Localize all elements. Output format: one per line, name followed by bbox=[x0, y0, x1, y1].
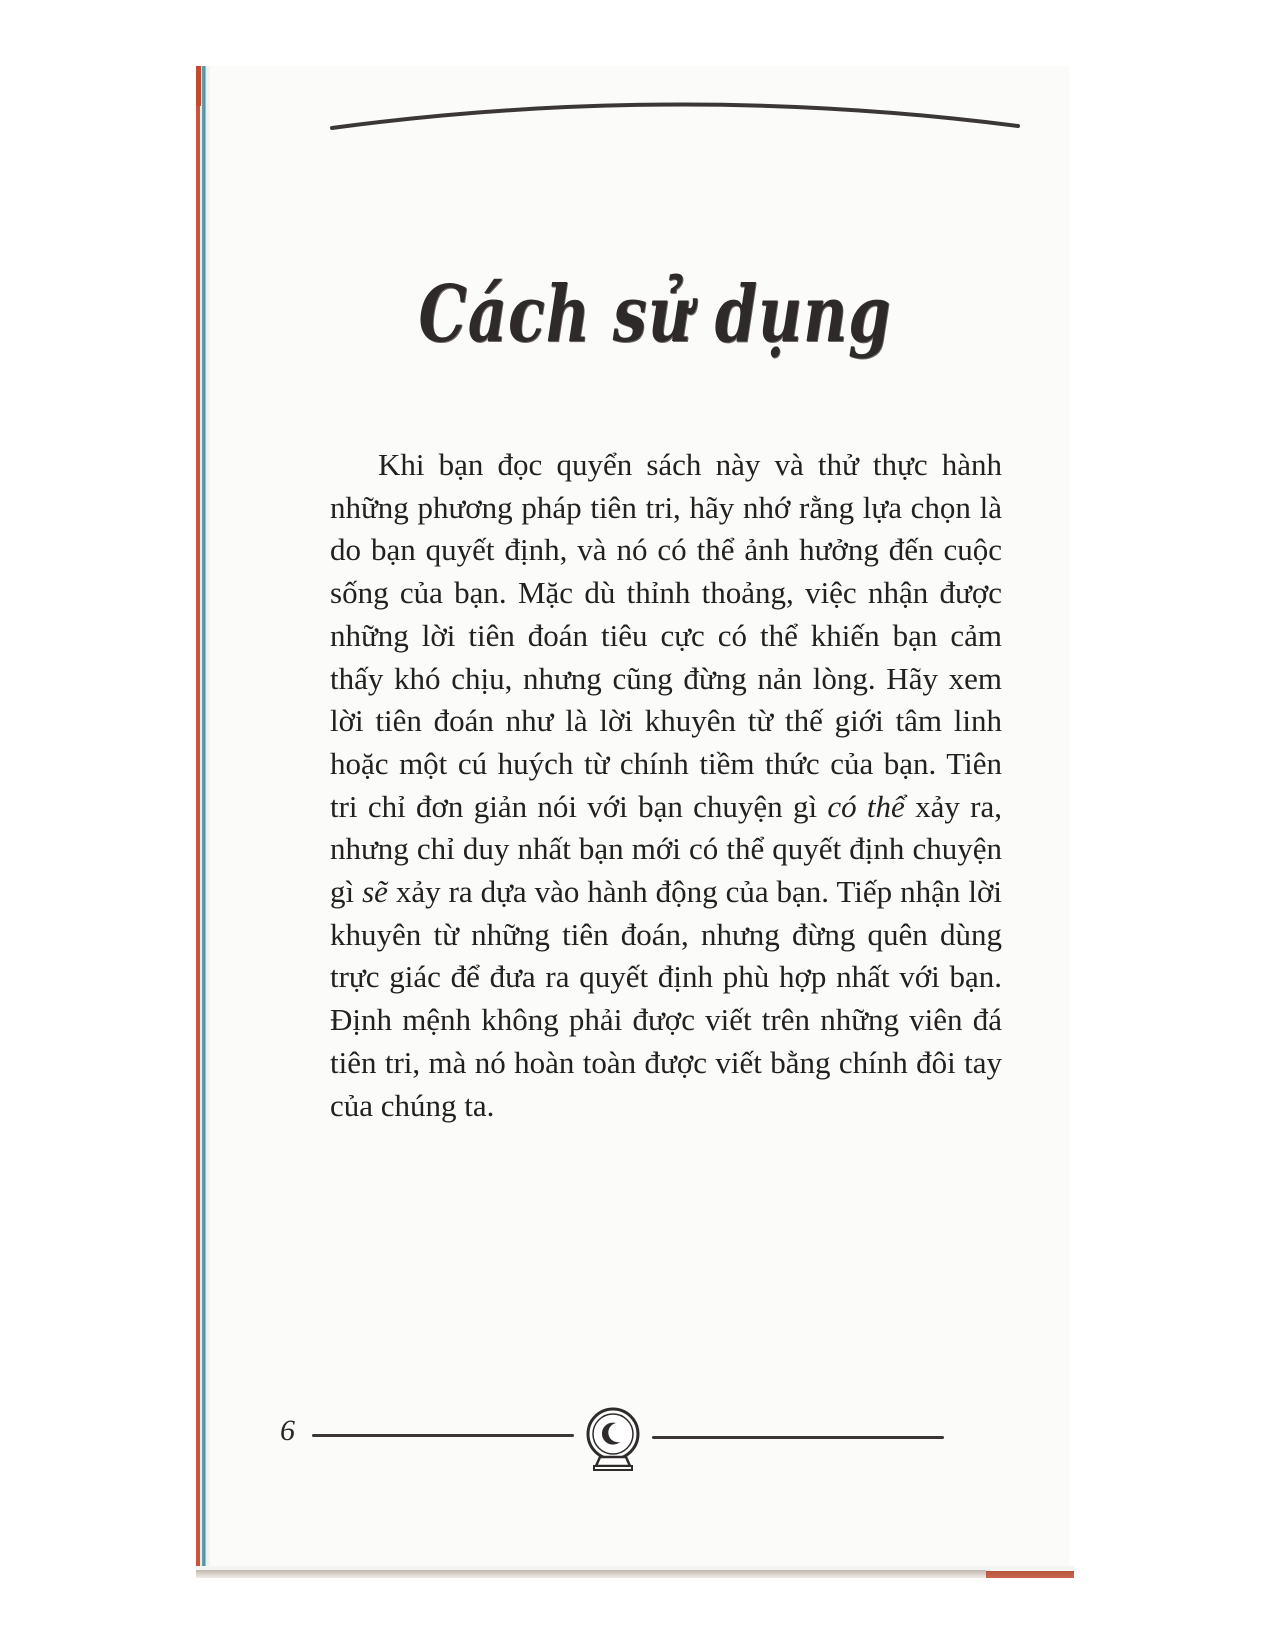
page-number: 6 bbox=[280, 1414, 295, 1447]
book-bottom-edge bbox=[196, 1566, 1074, 1578]
book-spine-edge bbox=[196, 66, 210, 1578]
book-cover-corner bbox=[986, 1566, 1074, 1578]
footer-rule-left bbox=[312, 1434, 574, 1437]
body-text-run: xảy ra dựa vào hành động của bạn. Tiếp nhận lời khuyên từ những tiên đoán, nhưng đừng quên dùng trực giác để đưa ra quyết định phù hợp nhất với bạn. Định mệnh không phải được viết trên những viên đá tiên tri, mà nó hoàn toàn được viết bằng chính đôi tay của chúng ta. bbox=[330, 874, 1002, 1123]
crystal-ball-icon bbox=[580, 1404, 646, 1488]
top-decorative-rule bbox=[330, 86, 1020, 146]
body-text bbox=[330, 444, 1002, 1127]
footer-rule-right bbox=[652, 1436, 944, 1439]
body-text-run: Khi bạn đọc quyển sách này và thử thực hành những phương pháp tiên tri, hãy nhớ rằng lựa chọn là do bạn quyết định, và nó có thể ảnh hưởng đến cuộc sống của bạn. Mặc dù thỉnh thoảng, việc nhận được những lời tiên đoán tiêu cực có thể khiến bạn cảm thấy khó chịu, nhưng cũng đừng nản lòng. Hãy xem lời tiên đoán như là lời khuyên từ thế giới tâm linh hoặc một cú huých từ chính tiềm thức của bạn. Tiên tri chỉ đơn giản nói với bạn chuyện gì bbox=[330, 447, 1002, 824]
page-footer bbox=[280, 1416, 980, 1516]
body-emphasis: sẽ bbox=[362, 874, 388, 910]
body-paragraph bbox=[330, 444, 1002, 1127]
body-emphasis: có thể bbox=[827, 788, 905, 824]
chapter-title: Cách sử dụng bbox=[418, 269, 892, 360]
body-text-run: xảy ra, nhưng chỉ duy nhất bạn mới có thể quyết định chuyện gì bbox=[330, 788, 1002, 910]
book-spine-corner bbox=[196, 66, 201, 106]
